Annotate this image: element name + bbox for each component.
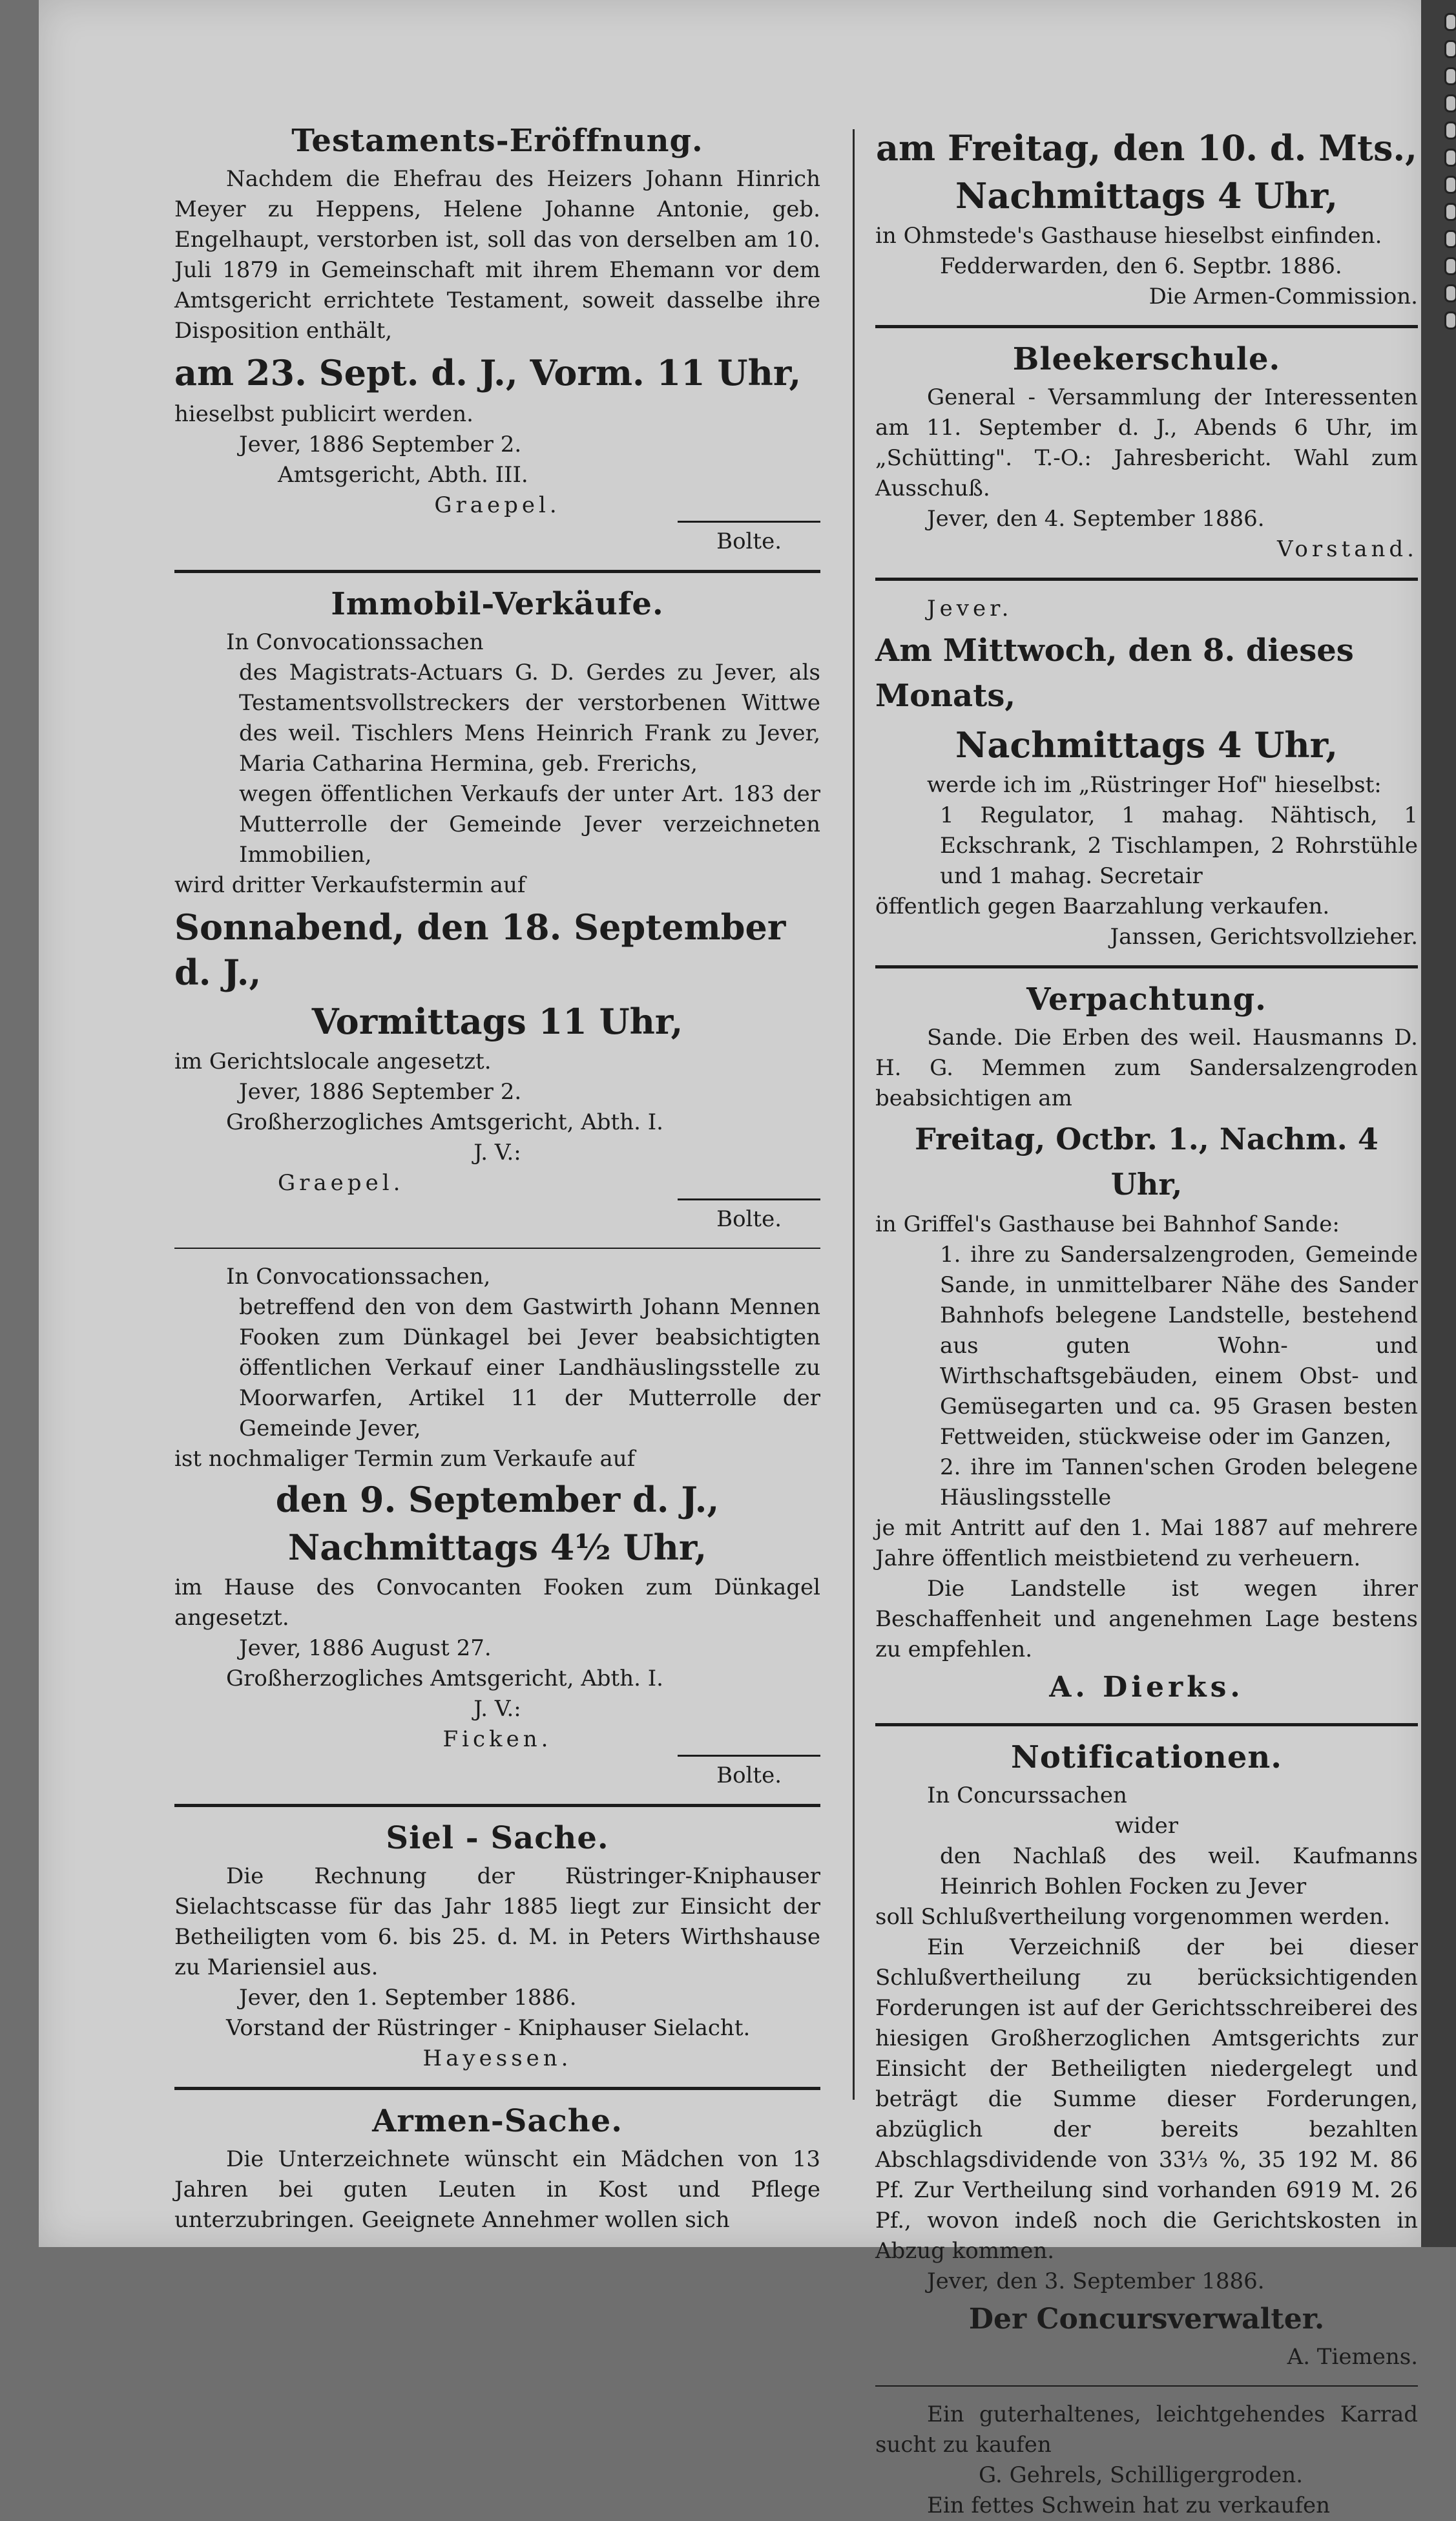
notif-org: Der Concursverwalter. <box>968 2303 1325 2336</box>
immobil2-notice <box>174 1262 820 1791</box>
section-rule <box>875 325 1418 328</box>
bleeker-notice <box>875 341 1418 565</box>
immobil2-date2: Nachmittags 4½ Uhr, <box>287 1527 707 1568</box>
immobil2-p1: In Convocationssachen, <box>226 1264 491 1290</box>
immobil-notice <box>174 586 820 1235</box>
small1-body: Ein guterhaltenes, leichtgehendes Karrad sucht zu kaufen <box>875 2401 1418 2458</box>
section-rule <box>875 965 1418 968</box>
armen-body: Die Unterzeichnete wünscht ein Mädchen von 13 Jahren bei guten Leuten in Kost und Pflege unterzubringen. Geeignete Annehmer wollen sich <box>174 2146 820 2233</box>
pacht-title: Verpachtung. <box>1026 981 1267 1018</box>
siel-name: Hayessen. <box>422 2045 572 2071</box>
notif-name: A. Tiemens. <box>1287 2344 1418 2370</box>
immobil2-date1: den 9. September d. J., <box>275 1479 720 1520</box>
immobil-p5: im Gerichtslocale angesetzt. <box>174 1049 492 1074</box>
section-rule <box>875 1723 1418 1726</box>
immobil-p2: des Magistrats-Actuars G. D. Gerdes zu Jever, als Testamentsvollstreckers der verstorbenen Wittwe des weil. Tischlers Mens Heinrich Frank zu Jever, Maria Catharina Hermina, geb. Frerichs, <box>239 660 820 777</box>
pacht-item1: 1. ihre zu Sandersalzengroden, Gemeinde Sande, in unmittelbarer Nähe des Sander Bahnhofs belegene Landstelle, bestehend aus guten Wohn- und Wirthschaftsgebäuden, einem Obst- und Gemüsegarten und ca. 95 Grasen besten Fettweiden, stückweise oder im Ganzen, <box>940 1242 1418 1450</box>
armen-cont-place: Fedderwarden, den 6. Septbr. 1886. <box>940 253 1342 279</box>
section-rule <box>174 1248 820 1249</box>
immobil-date2: Vormittags 11 Uhr, <box>311 1001 683 1042</box>
bleeker-body: General - Versammlung der Interessenten am 11. September d. J., Abends 6 Uhr, im „Schütting". T.-O.: Jahresbericht. Wahl zum Ausschuß. <box>875 384 1418 501</box>
immobil2-judge: Ficken. <box>442 1726 552 1752</box>
immobil2-court: Großherzogliches Amtsgericht, Abth. I. <box>226 1666 663 1691</box>
notif-title: Notificationen. <box>1011 1739 1282 1775</box>
testament-clerk: Bolte. <box>678 521 820 557</box>
notif-place: Jever, den 3. September 1886. <box>927 2268 1265 2294</box>
immobil2-clerk: Bolte. <box>678 1755 820 1791</box>
armen-notice <box>174 2103 820 2235</box>
section-rule <box>875 578 1418 581</box>
immobil-p3: wegen öffentlichen Verkaufs der unter Art. 183 der Mutterrolle der Gemeinde Jever verzeichneten Immobilien, <box>239 781 820 868</box>
column-divider <box>853 129 855 2100</box>
siel-title: Siel - Sache. <box>386 1820 609 1856</box>
notif-p1: In Concurssachen <box>927 1783 1127 1808</box>
pacht-body: Sande. Die Erben des weil. Hausmanns D. H. G. Memmen zum Sandersalzengroden beabsichtigen am <box>875 1025 1418 1111</box>
section-rule <box>174 2087 820 2090</box>
immobil-p1: In Convocationssachen <box>226 629 484 655</box>
bleeker-place: Jever, den 4. September 1886. <box>927 506 1265 532</box>
small1-sign: G. Gehrels, Schilligergroden. <box>979 2462 1303 2488</box>
immobil2-p2: betreffend den von dem Gastwirth Johann Mennen Fooken zum Dünkagel bei Jever beabsichtigten öffentlichen Verkauf einer Landhäuslingsstelle zu Moorwarfen, Artikel 11 der Mutterrolle der Gemeinde Jever, <box>239 1294 820 1441</box>
armen-continuation <box>875 125 1418 312</box>
section-rule <box>174 570 820 573</box>
immobil2-place: Jever, 1886 August 27. <box>239 1635 492 1661</box>
testament-notice <box>174 123 820 557</box>
pacht-date: Freitag, Octbr. 1., Nachm. 4 Uhr, <box>915 1122 1378 1202</box>
immobil-clerk: Bolte. <box>678 1198 820 1235</box>
pacht-sign: A. Dierks. <box>1049 1671 1244 1704</box>
pacht-item2: 2. ihre im Tannen'schen Groden belegene Häuslingsstelle <box>940 1454 1418 1511</box>
bleeker-org: Vorstand. <box>1276 536 1418 562</box>
small2-body: Ein fettes Schwein hat zu verkaufen <box>927 2493 1331 2518</box>
notif-notice <box>875 1739 1418 2372</box>
immobil-title: Immobil-Verkäufe. <box>331 586 664 622</box>
armen-date1: am Freitag, den 10. d. Mts., <box>876 127 1417 169</box>
notif-p2: wider <box>1114 1813 1179 1839</box>
testament-court: Amtsgericht, Abth. III. <box>278 462 528 488</box>
auction-date1: Am Mittwoch, den 8. dieses Monats, <box>875 633 1354 714</box>
immobil-iv: J. V.: <box>473 1140 521 1166</box>
immobil2-iv: J. V.: <box>473 1696 521 1722</box>
auction-intro: werde ich im „Rüstringer Hof" hieselbst: <box>927 772 1382 798</box>
pacht-note: Die Landstelle ist wegen ihrer Beschaffenheit und angenehmen Lage bestens zu empfehlen. <box>875 1576 1418 1662</box>
testament-place: Jever, 1886 September 2. <box>239 432 522 457</box>
pacht-place: in Griffel's Gasthause bei Bahnhof Sande: <box>875 1211 1340 1237</box>
binding-holes <box>1444 13 1456 339</box>
testament-after: hieselbst publicirt werden. <box>174 401 473 427</box>
auction-town: Jever. <box>927 596 1013 622</box>
testament-judge: Graepel. <box>434 492 561 518</box>
pacht-term: je mit Antritt auf den 1. Mai 1887 auf mehrere Jahre öffentlich meistbietend zu verheuern. <box>875 1515 1418 1571</box>
auction-sign: Janssen, Gerichtsvollzieher. <box>1110 924 1418 950</box>
right-column <box>875 123 1418 2521</box>
armen-cont-body: in Ohmstede's Gasthause hieselbst einfinden. <box>875 223 1382 249</box>
auction-outro: öffentlich gegen Baarzahlung verkaufen. <box>875 894 1330 919</box>
siel-org: Vorstand der Rüstringer - Kniphauser Sielacht. <box>226 2015 751 2041</box>
immobil-p4: wird dritter Verkaufstermin auf <box>174 872 526 898</box>
siel-place: Jever, den 1. September 1886. <box>239 1985 577 2011</box>
section-rule <box>875 2385 1418 2387</box>
armen-date2: Nachmittags 4 Uhr, <box>955 175 1338 216</box>
siel-body: Die Rechnung der Rüstringer-Kniphauser Sielachtscasse für das Jahr 1885 liegt zur Einsicht der Betheiligten vom 6. bis 25. d. M. in Peters Wirthshause zu Mariensiel aus. <box>174 1863 820 1980</box>
testament-date: am 23. Sept. d. J., Vorm. 11 Uhr, <box>174 352 802 393</box>
bleeker-title: Bleekerschule. <box>1012 341 1281 377</box>
immobil2-p3: ist nochmaliger Termin zum Verkaufe auf <box>174 1446 636 1472</box>
siel-notice <box>174 1820 820 2074</box>
testament-title: Testaments-Eröffnung. <box>291 123 703 159</box>
auction-notice <box>875 594 1418 952</box>
immobil-judge: Graepel. <box>278 1170 404 1196</box>
notif-p4: soll Schlußvertheilung vorgenommen werden. <box>875 1904 1391 1930</box>
section-rule <box>174 1804 820 1807</box>
notif-body: Ein Verzeichniß der bei dieser Schlußvertheilung zu berücksichtigenden Forderungen ist auf der Gerichtsschreiberei des hiesigen Großherzoglichen Amtsgerichts zur Einsicht der Betheiligten niedergelegt und beträgt die Summe dieser Forderungen, abzüglich der bereits bezahlten Abschlagsdividende von 33⅓ %, 35 192 M. 86 Pf. Zur Vertheilung sind vorhanden 6919 M. 26 Pf., wovon indeß noch die Gerichtskosten in Abzug kommen. <box>875 1934 1418 2264</box>
immobil-date1: Sonnabend, den 18. September d. J., <box>174 906 786 993</box>
immobil-court: Großherzogliches Amtsgericht, Abth. I. <box>226 1109 663 1135</box>
notif-p3: den Nachlaß des weil. Kaufmanns Heinrich Bohlen Focken zu Jever <box>940 1843 1418 1899</box>
auction-date2: Nachmittags 4 Uhr, <box>955 724 1338 766</box>
pacht-notice <box>875 981 1418 1710</box>
immobil2-p4: im Hause des Convocanten Fooken zum Dünkagel angesetzt. <box>174 1574 820 1631</box>
auction-items: 1 Regulator, 1 mahag. Nähtisch, 1 Eckschrank, 2 Tischlampen, 2 Rohrstühle und 1 mahag. Secretair <box>940 802 1418 889</box>
left-column <box>174 123 820 2235</box>
testament-body: Nachdem die Ehefrau des Heizers Johann Hinrich Meyer zu Heppens, Helene Johanne Antonie, geb. Engelhaupt, verstorben ist, soll das von derselben am 10. Juli 1879 in Gemeinschaft mit ihrem Ehemann vor dem Amtsgericht errichtete Testament, soweit dasselbe ihre Disposition enthält, <box>174 166 820 344</box>
armen-cont-org: Die Armen-Commission. <box>1149 284 1418 309</box>
armen-title: Armen-Sache. <box>372 2103 623 2139</box>
small-ads <box>875 2400 1418 2521</box>
immobil-place: Jever, 1886 September 2. <box>239 1079 522 1105</box>
